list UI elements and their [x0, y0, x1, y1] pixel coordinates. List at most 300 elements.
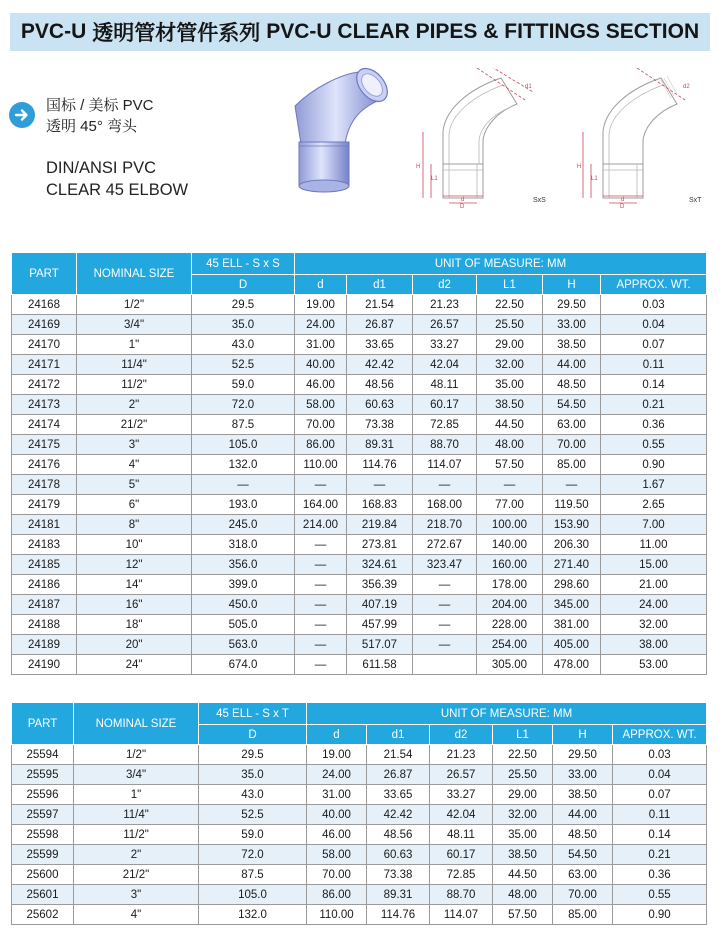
cell-part: 24171	[12, 355, 77, 375]
cell-d1: 89.31	[367, 885, 430, 905]
cell-H: 38.50	[543, 335, 601, 355]
col-nominal-size: NOMINAL SIZE	[77, 253, 192, 295]
table-row	[12, 295, 707, 315]
cell-nominal-size: 18"	[77, 615, 192, 635]
arrow-right-icon	[9, 102, 35, 128]
cell-H: 63.00	[543, 415, 601, 435]
cell-D: 105.0	[199, 885, 307, 905]
cell-part: 24169	[12, 315, 77, 335]
cell-nominal-size: 21/2"	[74, 865, 199, 885]
cell-d2: 72.85	[430, 865, 493, 885]
cell-part: 24179	[12, 495, 77, 515]
label-D: D	[460, 204, 465, 208]
col-H: H	[553, 725, 613, 745]
cell-H: 271.40	[543, 555, 601, 575]
cell-d2: 48.11	[430, 825, 493, 845]
cell-d: 70.00	[307, 865, 367, 885]
cell-d1: 73.38	[347, 415, 413, 435]
cell-L1: 38.50	[493, 845, 553, 865]
cell-H: 44.00	[553, 805, 613, 825]
cell-D: 674.0	[192, 655, 295, 675]
cell-part: 24187	[12, 595, 77, 615]
cell-nominal-size: 3/4"	[74, 765, 199, 785]
cell-D: 399.0	[192, 575, 295, 595]
col-weight: APPROX. WT.	[613, 725, 707, 745]
cell-d1: 89.31	[347, 435, 413, 455]
cell-d1: 60.63	[347, 395, 413, 415]
col-part: PART	[12, 703, 74, 745]
table-row	[12, 615, 707, 635]
cell-d2: —	[413, 615, 477, 635]
cell-d2: 42.04	[430, 805, 493, 825]
drawing-caption-sxt: SxT	[689, 197, 702, 204]
cell-d: —	[295, 475, 347, 495]
table-row	[12, 845, 707, 865]
cell-part: 24181	[12, 515, 77, 535]
cell-D: 29.5	[192, 295, 295, 315]
cell-d2: 88.70	[430, 885, 493, 905]
cell-d1: 42.42	[347, 355, 413, 375]
cell-d1: 26.87	[367, 765, 430, 785]
cell-nominal-size: 1/2"	[77, 295, 192, 315]
cell-D: 52.5	[199, 805, 307, 825]
cell-L1: 25.50	[477, 315, 543, 335]
table-row	[12, 455, 707, 475]
cell-d: —	[295, 575, 347, 595]
table-row	[12, 635, 707, 655]
cell-nominal-size: 8"	[77, 515, 192, 535]
table-row	[12, 805, 707, 825]
cell-H: 48.50	[543, 375, 601, 395]
table-row	[12, 595, 707, 615]
cell-d1: 26.87	[347, 315, 413, 335]
cell-L1: 22.50	[493, 745, 553, 765]
cell-weight: 0.04	[601, 315, 707, 335]
col-L1: L1	[493, 725, 553, 745]
cell-D: 72.0	[199, 845, 307, 865]
cell-D: 43.0	[192, 335, 295, 355]
cell-d: 86.00	[307, 885, 367, 905]
cell-d2: 114.07	[430, 905, 493, 925]
cell-L1: 254.00	[477, 635, 543, 655]
cell-weight: 24.00	[601, 595, 707, 615]
cell-D: 356.0	[192, 555, 295, 575]
cell-H: 298.60	[543, 575, 601, 595]
cell-H: 33.00	[543, 315, 601, 335]
cell-nominal-size: 11/4"	[77, 355, 192, 375]
col-d2: d2	[413, 275, 477, 295]
product-name-cn-1: 国标 / 美标 PVC	[46, 97, 154, 114]
cell-L1: 160.00	[477, 555, 543, 575]
cell-part: 24178	[12, 475, 77, 495]
col-H: H	[543, 275, 601, 295]
cell-d: 24.00	[307, 765, 367, 785]
cell-nominal-size: 3"	[74, 885, 199, 905]
cell-part: 24190	[12, 655, 77, 675]
cell-D: 87.5	[199, 865, 307, 885]
table-row	[12, 885, 707, 905]
label-l1-2: L1	[591, 176, 598, 182]
cell-d: 110.00	[295, 455, 347, 475]
cell-H: 70.00	[543, 435, 601, 455]
col-group: 45 ELL - S x T	[199, 703, 307, 725]
cell-d1: 73.38	[367, 865, 430, 885]
cell-nominal-size: 1/2"	[74, 745, 199, 765]
col-d: d	[295, 275, 347, 295]
cell-d: 24.00	[295, 315, 347, 335]
cell-part: 25599	[12, 845, 74, 865]
cell-L1: 305.00	[477, 655, 543, 675]
cell-d1: 407.19	[347, 595, 413, 615]
cell-d: 58.00	[295, 395, 347, 415]
col-weight: APPROX. WT.	[601, 275, 707, 295]
cell-part: 25594	[12, 745, 74, 765]
col-group: 45 ELL - S x S	[192, 253, 295, 275]
cell-L1: 178.00	[477, 575, 543, 595]
cell-weight: 15.00	[601, 555, 707, 575]
cell-H: 70.00	[553, 885, 613, 905]
col-part: PART	[12, 253, 77, 295]
cell-d: 19.00	[295, 295, 347, 315]
cell-D: 29.5	[199, 745, 307, 765]
cell-L1: 29.00	[493, 785, 553, 805]
cell-weight: 2.65	[601, 495, 707, 515]
table-row	[12, 825, 707, 845]
cell-nominal-size: 1"	[77, 335, 192, 355]
elbow-photo	[283, 66, 395, 194]
cell-d: 31.00	[307, 785, 367, 805]
cell-weight: 0.36	[601, 415, 707, 435]
cell-D: 35.0	[192, 315, 295, 335]
cell-d1: 611.58	[347, 655, 413, 675]
cell-d: 110.00	[307, 905, 367, 925]
table-row	[12, 785, 707, 805]
cell-D: 59.0	[199, 825, 307, 845]
cell-weight: 0.55	[601, 435, 707, 455]
cell-d2: —	[413, 635, 477, 655]
cell-part: 25600	[12, 865, 74, 885]
drawing-caption-sxs: SxS	[533, 197, 546, 204]
cell-part: 24172	[12, 375, 77, 395]
cell-D: 87.5	[192, 415, 295, 435]
cell-d: —	[295, 655, 347, 675]
cell-d: 164.00	[295, 495, 347, 515]
label-h-2: H	[577, 164, 582, 170]
cell-d: 46.00	[295, 375, 347, 395]
cell-L1: 44.50	[477, 415, 543, 435]
label-h: H	[416, 164, 421, 170]
cell-weight: 38.00	[601, 635, 707, 655]
cell-d2: 48.11	[413, 375, 477, 395]
cell-D: 563.0	[192, 635, 295, 655]
cell-L1: 204.00	[477, 595, 543, 615]
cell-d1: 21.54	[367, 745, 430, 765]
table-row	[12, 415, 707, 435]
cell-d2: —	[413, 575, 477, 595]
product-name-en-2: CLEAR 45 ELBOW	[46, 181, 189, 199]
cell-nominal-size: 20"	[77, 635, 192, 655]
cell-weight: 0.03	[601, 295, 707, 315]
cell-d2: —	[413, 595, 477, 615]
cell-d2: 21.23	[430, 745, 493, 765]
cell-L1: —	[477, 475, 543, 495]
cell-nominal-size: 2"	[74, 845, 199, 865]
cell-nominal-size: 3"	[77, 435, 192, 455]
cell-H: 405.00	[543, 635, 601, 655]
cell-d2: 33.27	[413, 335, 477, 355]
cell-d2: 272.67	[413, 535, 477, 555]
cell-d1: 48.56	[347, 375, 413, 395]
cell-d: —	[295, 555, 347, 575]
cell-d2: —	[413, 475, 477, 495]
cell-weight: 0.90	[601, 455, 707, 475]
cell-H: 85.00	[543, 455, 601, 475]
cell-d2: 26.57	[413, 315, 477, 335]
cell-d: 46.00	[307, 825, 367, 845]
cell-H: 38.50	[553, 785, 613, 805]
cell-d1: 219.84	[347, 515, 413, 535]
cell-d: 40.00	[307, 805, 367, 825]
cell-H: 381.00	[543, 615, 601, 635]
cell-H: —	[543, 475, 601, 495]
col-nominal-size: NOMINAL SIZE	[74, 703, 199, 745]
cell-part: 25596	[12, 785, 74, 805]
table-row	[12, 375, 707, 395]
cell-weight: 0.03	[613, 745, 707, 765]
cell-nominal-size: 12"	[77, 555, 192, 575]
cell-d1: 60.63	[367, 845, 430, 865]
cell-d1: 42.42	[367, 805, 430, 825]
table-row	[12, 395, 707, 415]
cell-weight: 0.07	[601, 335, 707, 355]
cell-weight: 0.11	[601, 355, 707, 375]
title-prefix: PVC-U	[20, 20, 87, 43]
cell-part: 24168	[12, 295, 77, 315]
cell-d2	[413, 655, 477, 675]
cell-d1: 517.07	[347, 635, 413, 655]
cell-L1: 48.00	[477, 435, 543, 455]
table-row	[12, 905, 707, 925]
cell-D: 59.0	[192, 375, 295, 395]
cell-L1: 32.00	[477, 355, 543, 375]
cell-D: 43.0	[199, 785, 307, 805]
label-d1: d1	[525, 84, 532, 90]
label-D-2: D	[620, 204, 625, 208]
cell-part: 24174	[12, 415, 77, 435]
cell-d: 86.00	[295, 435, 347, 455]
cell-H: 29.50	[543, 295, 601, 315]
title-en: PVC-U CLEAR PIPES & FITTINGS SECTION	[266, 20, 700, 43]
cell-d2: 21.23	[413, 295, 477, 315]
col-d: d	[307, 725, 367, 745]
cell-H: 48.50	[553, 825, 613, 845]
cell-L1: 48.00	[493, 885, 553, 905]
cell-H: 29.50	[553, 745, 613, 765]
cell-d1: 48.56	[367, 825, 430, 845]
cell-part: 25595	[12, 765, 74, 785]
label-d: d	[461, 197, 465, 203]
cell-D: 193.0	[192, 495, 295, 515]
col-D: D	[199, 725, 307, 745]
cell-nominal-size: 5"	[77, 475, 192, 495]
cell-d2: 60.17	[430, 845, 493, 865]
cell-d2: 42.04	[413, 355, 477, 375]
cell-D: 132.0	[192, 455, 295, 475]
cell-d2: 114.07	[413, 455, 477, 475]
cell-D: 450.0	[192, 595, 295, 615]
cell-part: 24185	[12, 555, 77, 575]
table-row	[12, 475, 707, 495]
cell-L1: 100.00	[477, 515, 543, 535]
cell-d: 214.00	[295, 515, 347, 535]
product-name-en-1: DIN/ANSI PVC	[46, 159, 157, 177]
cell-H: 63.00	[553, 865, 613, 885]
cell-H: 54.50	[543, 395, 601, 415]
cell-L1: 57.50	[477, 455, 543, 475]
product-name-cn-2: 透明 45° 弯头	[46, 118, 138, 135]
cell-D: 72.0	[192, 395, 295, 415]
cell-D: 318.0	[192, 535, 295, 555]
cell-H: 153.90	[543, 515, 601, 535]
table-row	[12, 745, 707, 765]
cell-d: —	[295, 635, 347, 655]
cell-weight: 1.67	[601, 475, 707, 495]
col-unit: UNIT OF MEASURE: MM	[307, 703, 707, 725]
col-unit: UNIT OF MEASURE: MM	[295, 253, 707, 275]
table-row	[12, 335, 707, 355]
cell-part: 25602	[12, 905, 74, 925]
cell-d2: 323.47	[413, 555, 477, 575]
table-row	[12, 555, 707, 575]
cell-d1: —	[347, 475, 413, 495]
table-row	[12, 535, 707, 555]
cell-weight: 0.55	[613, 885, 707, 905]
cell-d1: 457.99	[347, 615, 413, 635]
cell-nominal-size: 11/4"	[74, 805, 199, 825]
cell-part: 25601	[12, 885, 74, 905]
cell-d1: 114.76	[347, 455, 413, 475]
cell-D: 105.0	[192, 435, 295, 455]
cell-weight: 0.21	[613, 845, 707, 865]
cell-d: —	[295, 535, 347, 555]
cell-H: 345.00	[543, 595, 601, 615]
table-row	[12, 515, 707, 535]
cell-d1: 33.65	[347, 335, 413, 355]
table-row	[12, 765, 707, 785]
cell-D: 35.0	[199, 765, 307, 785]
cell-weight: 0.90	[613, 905, 707, 925]
cell-L1: 44.50	[493, 865, 553, 885]
cell-d2: 168.00	[413, 495, 477, 515]
drawing-sxs	[413, 68, 561, 208]
cell-H: 478.00	[543, 655, 601, 675]
cell-nominal-size: 6"	[77, 495, 192, 515]
cell-nominal-size: 3/4"	[77, 315, 192, 335]
cell-weight: 0.14	[601, 375, 707, 395]
cell-d: 19.00	[307, 745, 367, 765]
page-title	[10, 13, 710, 51]
cell-nominal-size: 4"	[74, 905, 199, 925]
cell-D: —	[192, 475, 295, 495]
cell-d: 40.00	[295, 355, 347, 375]
cell-d2: 26.57	[430, 765, 493, 785]
cell-D: 505.0	[192, 615, 295, 635]
cell-weight: 0.36	[613, 865, 707, 885]
table-row	[12, 495, 707, 515]
cell-d2: 88.70	[413, 435, 477, 455]
cell-d1: 33.65	[367, 785, 430, 805]
cell-nominal-size: 21/2"	[77, 415, 192, 435]
cell-nominal-size: 11/2"	[74, 825, 199, 845]
spec-table-sxs	[11, 252, 707, 675]
cell-d1: 356.39	[347, 575, 413, 595]
cell-d2: 218.70	[413, 515, 477, 535]
cell-L1: 35.00	[477, 375, 543, 395]
col-d2: d2	[430, 725, 493, 745]
cell-weight: 7.00	[601, 515, 707, 535]
cell-d: 31.00	[295, 335, 347, 355]
drawing-sxt	[577, 68, 717, 208]
label-d2: d2	[683, 84, 690, 90]
cell-D: 52.5	[192, 355, 295, 375]
cell-nominal-size: 24"	[77, 655, 192, 675]
cell-weight: 0.11	[613, 805, 707, 825]
cell-nominal-size: 16"	[77, 595, 192, 615]
title-cn: 透明管材管件系列	[92, 22, 261, 45]
cell-L1: 38.50	[477, 395, 543, 415]
col-L1: L1	[477, 275, 543, 295]
cell-d2: 33.27	[430, 785, 493, 805]
table-row	[12, 865, 707, 885]
cell-L1: 29.00	[477, 335, 543, 355]
cell-part: 24170	[12, 335, 77, 355]
cell-d1: 114.76	[367, 905, 430, 925]
cell-d1: 324.61	[347, 555, 413, 575]
cell-part: 24189	[12, 635, 77, 655]
cell-d2: 72.85	[413, 415, 477, 435]
cell-L1: 25.50	[493, 765, 553, 785]
cell-nominal-size: 14"	[77, 575, 192, 595]
cell-d1: 21.54	[347, 295, 413, 315]
cell-weight: 53.00	[601, 655, 707, 675]
col-d1: d1	[347, 275, 413, 295]
cell-part: 24188	[12, 615, 77, 635]
table-row	[12, 435, 707, 455]
cell-part: 24175	[12, 435, 77, 455]
cell-D: 132.0	[199, 905, 307, 925]
cell-part: 24173	[12, 395, 77, 415]
cell-L1: 140.00	[477, 535, 543, 555]
cell-weight: 0.04	[613, 765, 707, 785]
cell-H: 206.30	[543, 535, 601, 555]
cell-weight: 21.00	[601, 575, 707, 595]
spec-table-sxt	[11, 702, 707, 925]
col-D: D	[192, 275, 295, 295]
cell-nominal-size: 1"	[74, 785, 199, 805]
cell-d2: 60.17	[413, 395, 477, 415]
cell-d: —	[295, 595, 347, 615]
cell-part: 24183	[12, 535, 77, 555]
cell-nominal-size: 10"	[77, 535, 192, 555]
cell-weight: 0.14	[613, 825, 707, 845]
cell-L1: 57.50	[493, 905, 553, 925]
label-d-2: d	[621, 197, 625, 203]
cell-d: 58.00	[307, 845, 367, 865]
cell-H: 44.00	[543, 355, 601, 375]
cell-L1: 77.00	[477, 495, 543, 515]
cell-d: —	[295, 615, 347, 635]
cell-d1: 273.81	[347, 535, 413, 555]
